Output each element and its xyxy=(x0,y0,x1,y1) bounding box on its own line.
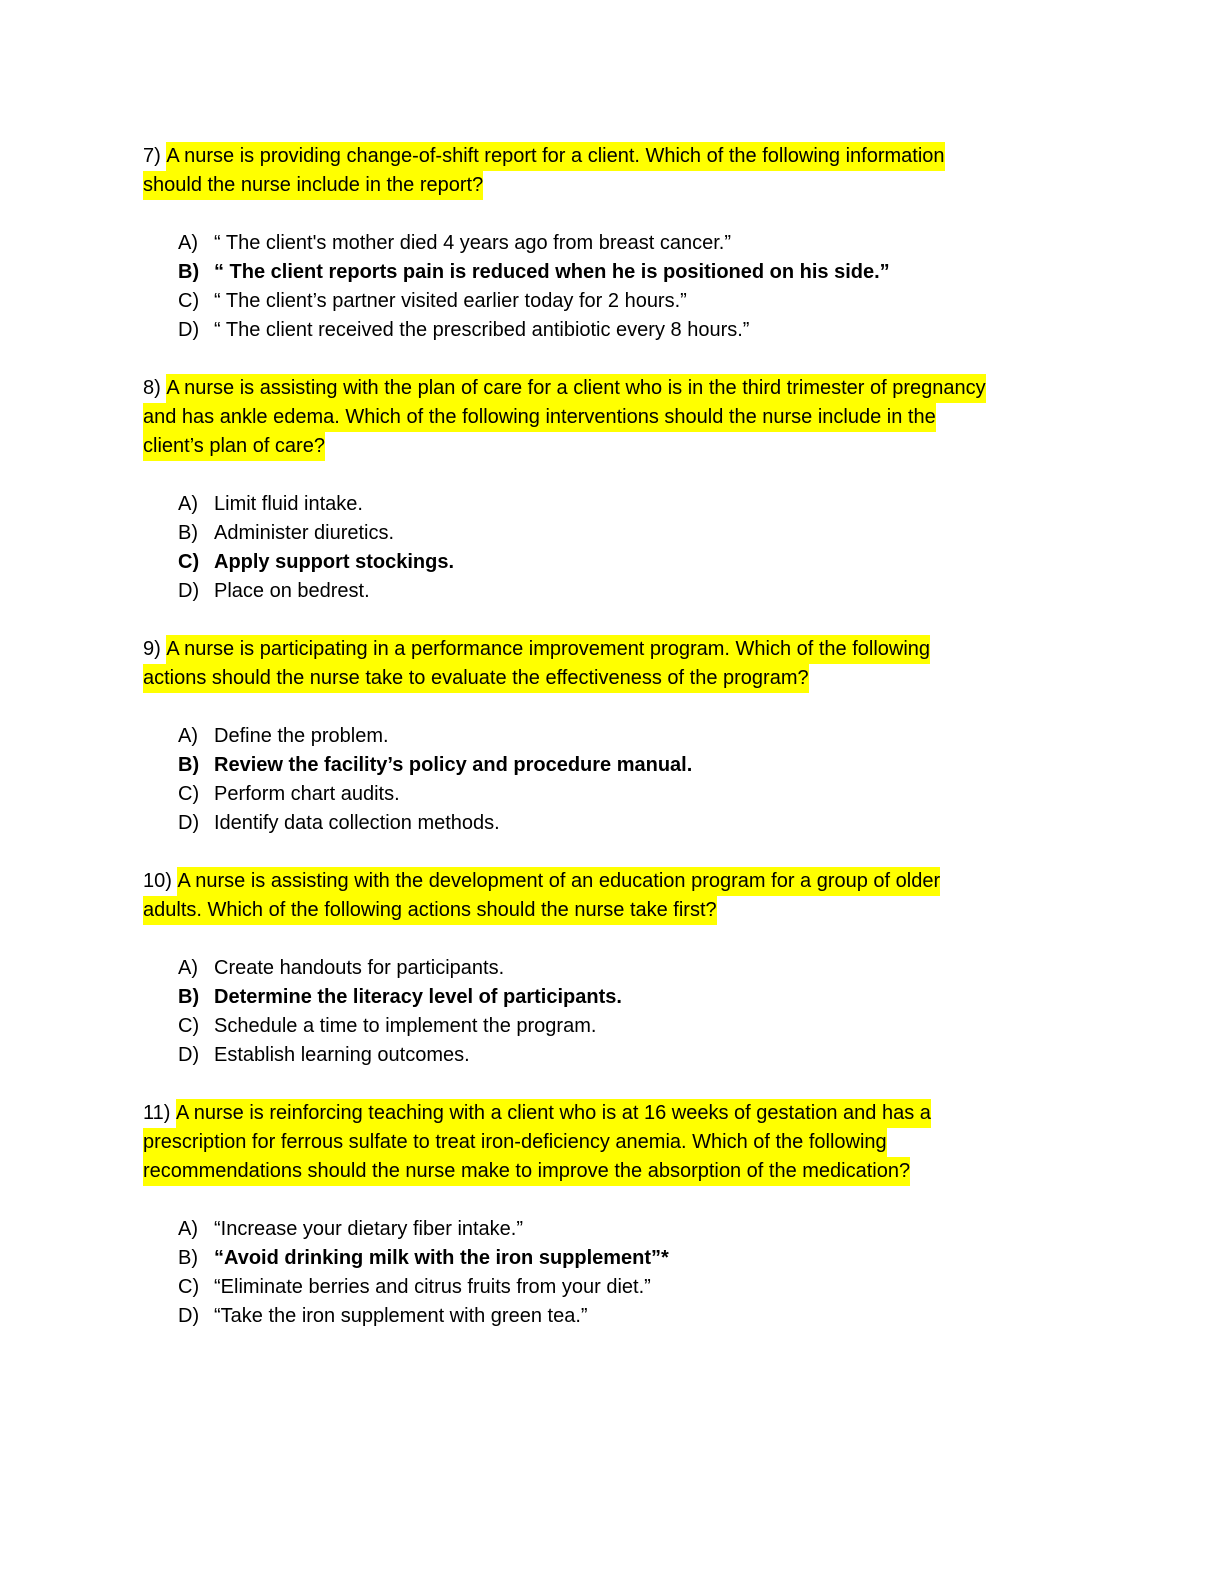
question-text-highlight: client’s plan of care? xyxy=(143,432,325,461)
question-10 xyxy=(143,867,1103,1070)
question-text-highlight: A nurse is assisting with the plan of care for a client who is in the third trimester of pregnancy xyxy=(166,374,985,403)
option-label: A) xyxy=(178,232,198,254)
question-line xyxy=(143,432,1103,461)
answer-options xyxy=(143,1215,1103,1331)
option-label: D) xyxy=(178,319,200,341)
answer-option xyxy=(143,287,1103,316)
option-label: B) xyxy=(178,261,200,283)
option-text: “ The client’s partner visited earlier today for 2 hours.” xyxy=(214,290,687,312)
option-text: Schedule a time to implement the program. xyxy=(214,1015,597,1037)
question-text-highlight: A nurse is assisting with the development of an education program for a group of older xyxy=(177,867,940,896)
question-text-highlight: prescription for ferrous sulfate to treat iron-deficiency anemia. Which of the following xyxy=(143,1128,887,1157)
question-number: 8) xyxy=(143,377,161,399)
option-text: Review the facility’s policy and procedure manual. xyxy=(214,754,693,776)
option-label: D) xyxy=(178,580,200,602)
option-text: “Avoid drinking milk with the iron supplement”* xyxy=(214,1247,669,1269)
option-label: C) xyxy=(178,783,200,805)
question-line xyxy=(143,1128,1103,1157)
question-line xyxy=(143,664,1103,693)
question-text-highlight: A nurse is providing change-of-shift report for a client. Which of the following information xyxy=(166,142,944,171)
option-text: Limit fluid intake. xyxy=(214,493,363,515)
answer-option xyxy=(143,1012,1103,1041)
question-text-highlight: A nurse is reinforcing teaching with a client who is at 16 weeks of gestation and has a xyxy=(176,1099,931,1128)
option-text: Perform chart audits. xyxy=(214,783,400,805)
question-line xyxy=(143,1099,1103,1128)
question-line xyxy=(143,896,1103,925)
option-label: A) xyxy=(178,957,198,979)
option-label: C) xyxy=(178,1015,200,1037)
option-text: Determine the literacy level of participants. xyxy=(214,986,622,1008)
answer-option xyxy=(143,780,1103,809)
option-text: Place on bedrest. xyxy=(214,580,370,602)
answer-options xyxy=(143,490,1103,606)
answer-option xyxy=(143,983,1103,1012)
answer-option xyxy=(143,577,1103,606)
answer-option xyxy=(143,229,1103,258)
option-text: “Take the iron supplement with green tea.” xyxy=(214,1305,588,1327)
option-text: “Increase your dietary fiber intake.” xyxy=(214,1218,524,1240)
answer-options xyxy=(143,229,1103,345)
question-8 xyxy=(143,374,1103,606)
answer-options xyxy=(143,722,1103,838)
question-text-highlight: adults. Which of the following actions should the nurse take first? xyxy=(143,896,717,925)
answer-option xyxy=(143,316,1103,345)
question-number: 7) xyxy=(143,145,161,167)
option-text: Establish learning outcomes. xyxy=(214,1044,470,1066)
question-line xyxy=(143,403,1103,432)
option-label: A) xyxy=(178,493,198,515)
question-line xyxy=(143,635,1103,664)
option-label: C) xyxy=(178,551,200,573)
option-label: B) xyxy=(178,754,200,776)
option-text: Define the problem. xyxy=(214,725,389,747)
option-label: B) xyxy=(178,522,198,544)
question-number: 11) xyxy=(143,1102,171,1124)
option-label: A) xyxy=(178,1218,198,1240)
option-label: A) xyxy=(178,725,198,747)
option-label: B) xyxy=(178,1247,198,1269)
question-text-highlight: should the nurse include in the report? xyxy=(143,171,483,200)
question-number: 10) xyxy=(143,870,172,892)
option-label: C) xyxy=(178,1276,200,1298)
question-line xyxy=(143,374,1103,403)
question-text-highlight: A nurse is participating in a performance improvement program. Which of the following xyxy=(166,635,930,664)
option-text: “ The client reports pain is reduced when he is positioned on his side.” xyxy=(214,261,890,283)
answer-option xyxy=(143,954,1103,983)
option-text: “ The client's mother died 4 years ago from breast cancer.” xyxy=(214,232,732,254)
question-7 xyxy=(143,142,1103,345)
option-label: D) xyxy=(178,812,200,834)
option-text: Identify data collection methods. xyxy=(214,812,500,834)
question-line xyxy=(143,171,1103,200)
question-line xyxy=(143,1157,1103,1186)
answer-option xyxy=(143,751,1103,780)
option-text: “ The client received the prescribed antibiotic every 8 hours.” xyxy=(214,319,750,341)
answer-option xyxy=(143,1041,1103,1070)
answer-options xyxy=(143,954,1103,1070)
answer-option xyxy=(143,548,1103,577)
option-label: B) xyxy=(178,986,200,1008)
answer-option xyxy=(143,519,1103,548)
question-text-highlight: recommendations should the nurse make to improve the absorption of the medication? xyxy=(143,1157,910,1186)
question-number: 9) xyxy=(143,638,161,660)
document-page xyxy=(143,142,1103,1360)
answer-option xyxy=(143,722,1103,751)
question-text-highlight: and has ankle edema. Which of the following interventions should the nurse include in the xyxy=(143,403,936,432)
answer-option xyxy=(143,809,1103,838)
option-text: “Eliminate berries and citrus fruits from your diet.” xyxy=(214,1276,651,1298)
option-text: Create handouts for participants. xyxy=(214,957,505,979)
option-label: D) xyxy=(178,1044,200,1066)
answer-option xyxy=(143,490,1103,519)
question-line xyxy=(143,142,1103,171)
option-text: Apply support stockings. xyxy=(214,551,455,573)
answer-option xyxy=(143,1215,1103,1244)
question-line xyxy=(143,867,1103,896)
question-11 xyxy=(143,1099,1103,1331)
option-label: D) xyxy=(178,1305,200,1327)
option-text: Administer diuretics. xyxy=(214,522,395,544)
question-9 xyxy=(143,635,1103,838)
answer-option xyxy=(143,258,1103,287)
answer-option xyxy=(143,1302,1103,1331)
option-label: C) xyxy=(178,290,200,312)
answer-option xyxy=(143,1244,1103,1273)
answer-option xyxy=(143,1273,1103,1302)
question-text-highlight: actions should the nurse take to evaluate the effectiveness of the program? xyxy=(143,664,809,693)
